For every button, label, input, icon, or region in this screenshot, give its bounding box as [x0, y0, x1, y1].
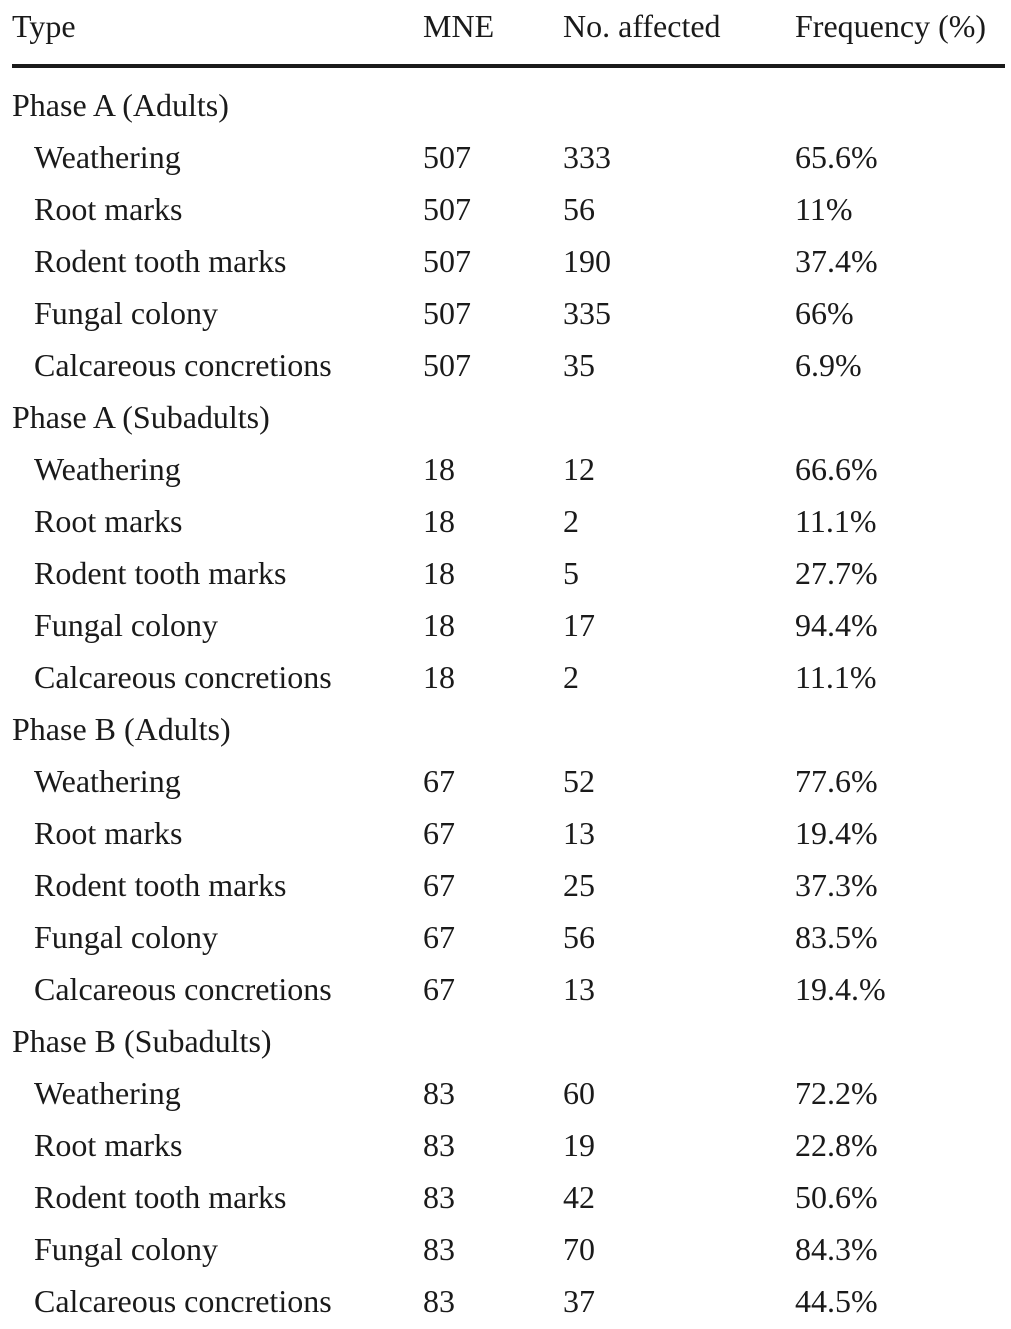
- cell-mne: 507: [423, 347, 471, 383]
- cell-affected: 12: [563, 451, 595, 487]
- cell-frequency: 19.4.%: [795, 971, 886, 1007]
- cell-type: Root marks: [34, 503, 183, 539]
- cell-type: Calcareous concretions: [34, 1283, 332, 1319]
- header-rule: [12, 64, 1005, 68]
- cell-affected: 52: [563, 763, 595, 799]
- cell-type: Fungal colony: [34, 607, 218, 643]
- cell-affected: 19: [563, 1127, 595, 1163]
- header-frequency: Frequency (%): [795, 8, 987, 44]
- cell-mne: 507: [423, 243, 471, 279]
- cell-affected: 17: [563, 607, 595, 643]
- table-row: [12, 1275, 1005, 1327]
- table-row: [12, 1119, 1005, 1171]
- cell-affected: 25: [563, 867, 595, 903]
- cell-mne: 18: [423, 659, 455, 695]
- cell-affected: 56: [563, 191, 595, 227]
- cell-type: Rodent tooth marks: [34, 243, 287, 279]
- cell-mne: 67: [423, 867, 455, 903]
- cell-frequency: 6.9%: [795, 347, 862, 383]
- table-row: [12, 495, 1005, 547]
- cell-type: Rodent tooth marks: [34, 1179, 287, 1215]
- cell-frequency: 84.3%: [795, 1231, 878, 1267]
- cell-frequency: 37.3%: [795, 867, 878, 903]
- table-body: [12, 79, 1005, 1327]
- cell-affected: 42: [563, 1179, 595, 1215]
- cell-type: Root marks: [34, 191, 183, 227]
- header-mne: MNE: [423, 8, 495, 44]
- table-row: [12, 1067, 1005, 1119]
- group-label: Phase B (Subadults): [12, 1023, 272, 1059]
- cell-mne: 67: [423, 815, 455, 851]
- cell-type: Rodent tooth marks: [34, 555, 287, 591]
- cell-type: Fungal colony: [34, 295, 218, 331]
- cell-frequency: 11.1%: [795, 503, 877, 539]
- cell-mne: 83: [423, 1075, 455, 1111]
- table-row: [12, 235, 1005, 287]
- cell-mne: 83: [423, 1127, 455, 1163]
- cell-affected: 190: [563, 243, 611, 279]
- cell-affected: 60: [563, 1075, 595, 1111]
- table-row: [12, 963, 1005, 1015]
- cell-frequency: 66%: [795, 295, 854, 331]
- cell-type: Weathering: [34, 139, 181, 175]
- cell-mne: 507: [423, 191, 471, 227]
- cell-affected: 70: [563, 1231, 595, 1267]
- cell-affected: 37: [563, 1283, 595, 1319]
- cell-type: Calcareous concretions: [34, 971, 332, 1007]
- cell-type: Weathering: [34, 451, 181, 487]
- cell-mne: 18: [423, 451, 455, 487]
- cell-affected: 2: [563, 503, 579, 539]
- table-row: [12, 183, 1005, 235]
- cell-mne: 18: [423, 503, 455, 539]
- table-header: [12, 0, 1005, 52]
- cell-affected: 13: [563, 815, 595, 851]
- header-type: Type: [12, 8, 76, 44]
- cell-mne: 67: [423, 763, 455, 799]
- cell-type: Fungal colony: [34, 1231, 218, 1267]
- table-row: [12, 131, 1005, 183]
- group-row: [12, 1015, 1005, 1067]
- cell-frequency: 77.6%: [795, 763, 878, 799]
- cell-type: Root marks: [34, 1127, 183, 1163]
- cell-mne: 83: [423, 1283, 455, 1319]
- cell-frequency: 22.8%: [795, 1127, 878, 1163]
- cell-mne: 507: [423, 295, 471, 331]
- cell-type: Fungal colony: [34, 919, 218, 955]
- cell-frequency: 83.5%: [795, 919, 878, 955]
- cell-type: Weathering: [34, 1075, 181, 1111]
- group-label: Phase A (Subadults): [12, 399, 270, 435]
- cell-affected: 335: [563, 295, 611, 331]
- cell-mne: 507: [423, 139, 471, 175]
- cell-affected: 2: [563, 659, 579, 695]
- cell-frequency: 94.4%: [795, 607, 878, 643]
- table-row: [12, 807, 1005, 859]
- cell-frequency: 11.1%: [795, 659, 877, 695]
- cell-frequency: 11%: [795, 191, 853, 227]
- cell-frequency: 66.6%: [795, 451, 878, 487]
- cell-affected: 333: [563, 139, 611, 175]
- cell-frequency: 65.6%: [795, 139, 878, 175]
- group-label: Phase A (Adults): [12, 87, 229, 123]
- cell-mne: 67: [423, 919, 455, 955]
- group-row: [12, 391, 1005, 443]
- table-row: [12, 1223, 1005, 1275]
- cell-type: Rodent tooth marks: [34, 867, 287, 903]
- table-row: [12, 547, 1005, 599]
- table-row: [12, 443, 1005, 495]
- table-row: [12, 859, 1005, 911]
- cell-frequency: 72.2%: [795, 1075, 878, 1111]
- cell-affected: 13: [563, 971, 595, 1007]
- group-row: [12, 703, 1005, 755]
- cell-frequency: 27.7%: [795, 555, 878, 591]
- table-row: [12, 287, 1005, 339]
- cell-mne: 67: [423, 971, 455, 1007]
- cell-mne: 18: [423, 607, 455, 643]
- group-label: Phase B (Adults): [12, 711, 231, 747]
- cell-type: Calcareous concretions: [34, 347, 332, 383]
- cell-frequency: 50.6%: [795, 1179, 878, 1215]
- data-table: [12, 0, 1005, 1327]
- table-row: [12, 1171, 1005, 1223]
- cell-type: Calcareous concretions: [34, 659, 332, 695]
- cell-frequency: 19.4%: [795, 815, 878, 851]
- table-row: [12, 339, 1005, 391]
- cell-affected: 35: [563, 347, 595, 383]
- cell-frequency: 44.5%: [795, 1283, 878, 1319]
- cell-affected: 5: [563, 555, 579, 591]
- cell-type: Root marks: [34, 815, 183, 851]
- header-affected: No. affected: [563, 8, 721, 44]
- table-row: [12, 755, 1005, 807]
- table-row: [12, 651, 1005, 703]
- cell-type: Weathering: [34, 763, 181, 799]
- cell-mne: 83: [423, 1231, 455, 1267]
- cell-mne: 18: [423, 555, 455, 591]
- cell-frequency: 37.4%: [795, 243, 878, 279]
- group-row: [12, 79, 1005, 131]
- table-row: [12, 911, 1005, 963]
- cell-affected: 56: [563, 919, 595, 955]
- cell-mne: 83: [423, 1179, 455, 1215]
- table-row: [12, 599, 1005, 651]
